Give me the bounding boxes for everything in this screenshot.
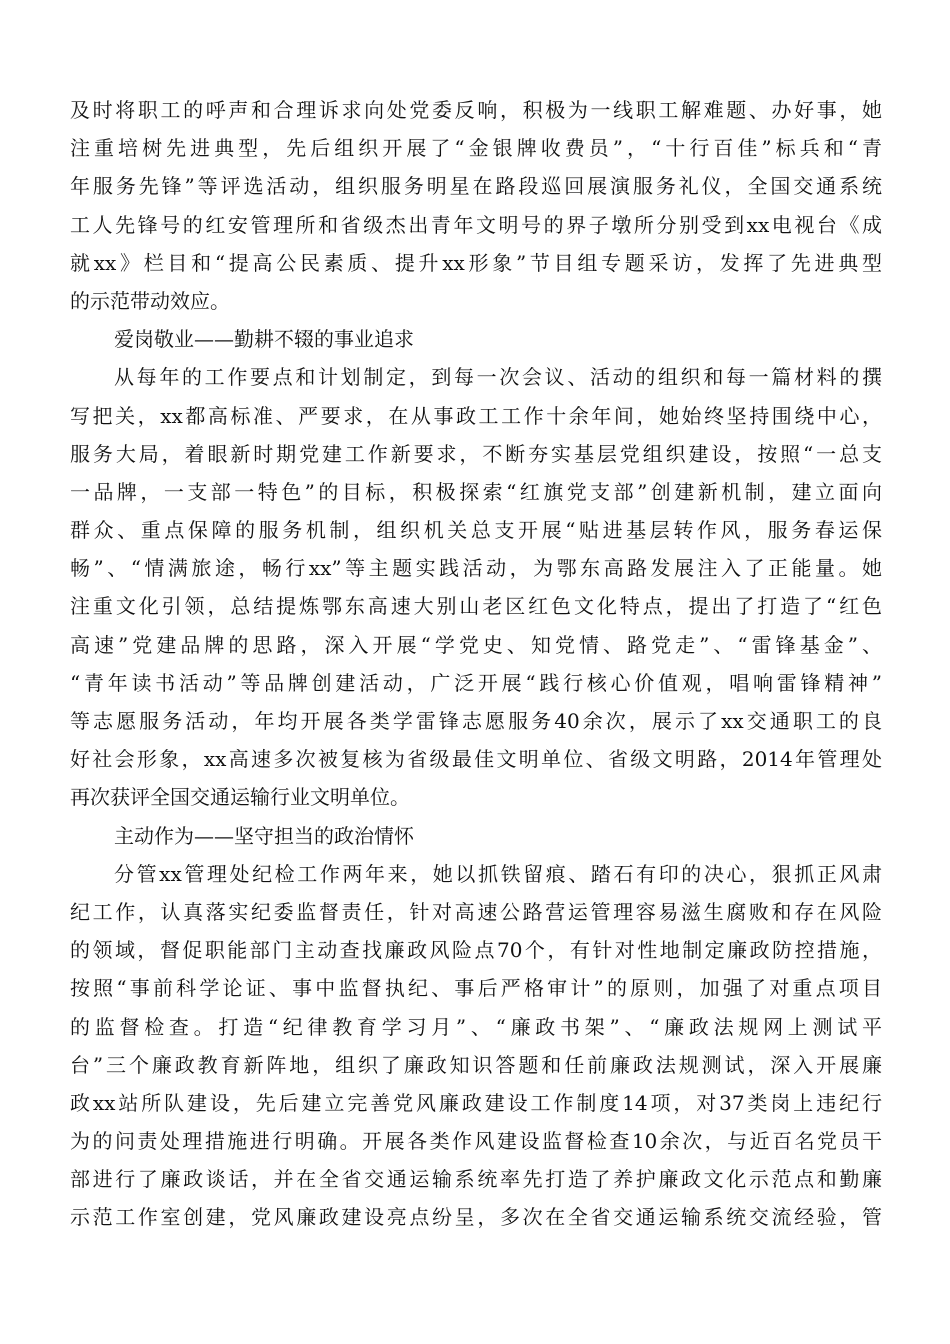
text-line: 再次获评全国交通运输行业文明单位。 bbox=[70, 785, 410, 810]
text-line: 写把关，xx都高标准、严要求，在从事政工工作十余年间，她始终坚持围绕中心， bbox=[70, 403, 882, 428]
body-paragraph bbox=[70, 91, 882, 320]
text-line: 示范工作室创建，党风廉政建设亮点纷呈，多次在全省交通运输系统交流经验，管 bbox=[70, 1205, 882, 1230]
text-line: 服务大局，着眼新时期党建工作新要求，不断夯实基层党组织建设，按照“一总支 bbox=[70, 441, 882, 466]
text-line: 注重培树先进典型，先后组织开展了“金银牌收费员”，“十行百佳”标兵和“青 bbox=[70, 136, 882, 161]
text-line: 畅”、“情满旅途，畅行xx”等主题实践活动，为鄂东高路发展注入了正能量。她 bbox=[70, 556, 882, 581]
body-paragraph bbox=[70, 855, 882, 1237]
text-line: 台”三个廉政教育新阵地，组织了廉政知识答题和任前廉政法规测试，深入开展廉 bbox=[70, 1052, 882, 1077]
text-line: 部进行了廉政谈话，并在全省交通运输系统率先打造了养护廉政文化示范点和勤廉 bbox=[70, 1167, 882, 1192]
text-line: “青年读书活动”等品牌创建活动，广泛开展“践行核心价值观，唱响雷锋精神” bbox=[70, 670, 882, 695]
text-line: 高速”党建品牌的思路，深入开展“学党史、知党情、路党走”、“雷锋基金”、 bbox=[70, 632, 882, 657]
document-body bbox=[70, 91, 882, 1237]
text-line: 一品牌，一支部一特色”的目标，积极探索“红旗党支部”创建新机制，建立面向 bbox=[70, 479, 882, 504]
text-line: 从每年的工作要点和计划制定，到每一次会议、活动的组织和每一篇材料的撰 bbox=[114, 365, 882, 390]
section-heading bbox=[70, 817, 882, 855]
text-line: 按照“事前科学论证、事中监督执纪、事后严格审计”的原则，加强了对重点项目 bbox=[70, 976, 882, 1001]
text-line: 等志愿服务活动，年均开展各类学雷锋志愿服务40余次，展示了xx交通职工的良 bbox=[70, 709, 882, 733]
body-paragraph bbox=[70, 358, 882, 816]
text-line: 群众、重点保障的服务机制，组织机关总支开展“贴进基层转作风，服务春运保 bbox=[70, 518, 882, 543]
heading-text: 爱岗敬业——勤耕不辍的事业追求 bbox=[114, 327, 414, 352]
text-line: 为的问责处理措施进行明确。开展各类作风建设监督检查10余次，与近百名党员干 bbox=[70, 1129, 882, 1154]
text-line: 年服务先锋”等评选活动，组织服务明星在路段巡回展演服务礼仪，全国交通系统 bbox=[70, 174, 882, 199]
text-line: 及时将职工的呼声和合理诉求向处党委反响，积极为一线职工解难题、办好事，她 bbox=[70, 98, 882, 122]
text-line: 就xx》栏目和“提高公民素质、提升xx形象”节目组专题采访，发挥了先进典型 bbox=[70, 250, 882, 275]
heading-text: 主动作为——坚守担当的政治情怀 bbox=[114, 823, 414, 848]
text-line: 注重文化引领，总结提炼鄂东高速大别山老区红色文化特点，提出了打造了“红色 bbox=[70, 594, 882, 619]
text-line: 工人先锋号的红安管理所和省级杰出青年文明号的界子墩所分别受到xx电视台《成 bbox=[70, 212, 882, 237]
text-line: 政xx站所队建设，先后建立完善党风廉政建设工作制度14项，对37类岗上违纪行 bbox=[70, 1090, 882, 1115]
text-line: 纪工作，认真落实纪委监督责任，针对高速公路营运管理容易滋生腐败和存在风险 bbox=[70, 899, 882, 924]
text-line: 的示范带动效应。 bbox=[70, 288, 230, 313]
text-line: 的领域，督促职能部门主动查找廉政风险点70个，有针对性地制定廉政防控措施， bbox=[70, 938, 882, 963]
text-line: 分管xx管理处纪检工作两年来，她以抓铁留痕、踏石有印的决心，狠抓正风肃 bbox=[114, 861, 882, 886]
section-heading bbox=[70, 320, 882, 358]
text-line: 的监督检查。打造“纪律教育学习月”、“廉政书架”、“廉政法规网上测试平 bbox=[70, 1014, 882, 1039]
text-line: 好社会形象，xx高速多次被复核为省级最佳文明单位、省级文明路，2014年管理处 bbox=[70, 747, 882, 772]
